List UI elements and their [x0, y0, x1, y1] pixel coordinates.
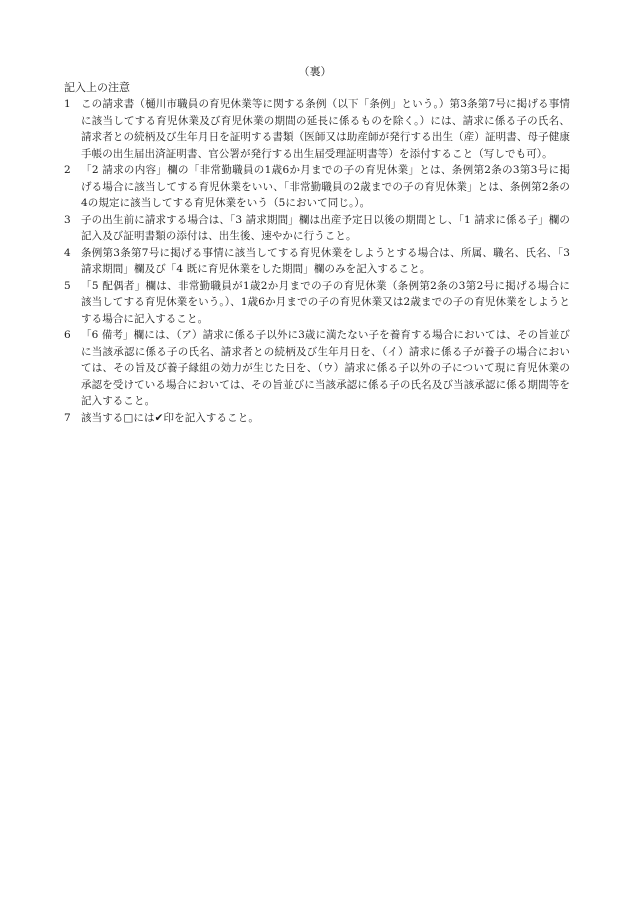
note-text: この請求書（樋川市職員の育児休業等に関する条例（以下「条例」という。）第3条第7号に掲げる事情に該当してする育児休業及び育児休業の期間の延長に係るものを除く。）には、請求に係る子の氏名、請求者との続柄及び生年月日を証明する書類（医師又は助産師が発行する出生（産）証明書、母子健康手帳の出生届出済証明書、官公署が発行する出生届受理証明書等）を添付すること（写しでも可）。: [81, 98, 570, 160]
note-number: 3: [64, 213, 71, 226]
page-side-label: （裏）: [298, 65, 332, 78]
note-text: 子の出生前に請求する場合は、「3 請求期間」欄は出産予定日以後の期間とし、「1 請求に係る子」欄の記入及び証明書類の添付は、出生後、速やかに行うこと。: [81, 213, 570, 242]
note-number: 2: [64, 164, 71, 176]
note-text: 「2 請求の内容」欄の「非常勤職員の1歳6か月までの子の育児休業」とは、条例第2条の3第3号に掲げる場合に該当してする育児休業をいい、「非常勤職員の2歳までの子の育児休業」とは、条例第2条の4の規定に該当してする育児休業をいう（5において同じ。）。: [81, 164, 570, 209]
note-item-4: [64, 245, 570, 278]
note-item-7: [64, 410, 570, 427]
note-number: 1: [64, 98, 71, 110]
note-item-2: [64, 162, 570, 212]
note-number: 6: [64, 329, 71, 341]
note-item-3: [64, 212, 570, 245]
note-item-6: [64, 327, 570, 410]
note-number: 7: [64, 411, 71, 424]
note-number: 4: [64, 246, 71, 259]
notes-heading: 記入上の注意: [64, 81, 130, 94]
notes-list: [64, 96, 570, 426]
note-item-5: [64, 278, 570, 328]
note-text: 該当する□には✔印を記入すること。: [81, 411, 259, 424]
note-text: 条例第3条第7号に掲げる事情に該当してする育児休業をしようとする場合は、所属、職名、氏名、「3 請求期間」欄及び「4 既に育児休業をした期間」欄のみを記入すること。: [81, 246, 570, 275]
note-text: 「5 配偶者」欄は、非常勤職員が1歳2か月までの子の育児休業（条例第2条の3第2号に掲げる場合に該当してする育児休業をいう。）、1歳6か月までの子の育児休業又は2歳までの子の育児休業をしようとする場合に記入すること。: [81, 279, 570, 325]
note-number: 5: [64, 279, 71, 292]
note-item-1: [64, 96, 570, 162]
note-text: 「6 備考」欄には、（ア）請求に係る子以外に3歳に満たない子を養育する場合においては、その旨並びに当該承認に係る子の氏名、請求者との続柄及び生年月日を、（イ）請求に係る子が養子の場合においては、その旨及び養子縁組の効力が生じた日を、（ウ）請求に係る子以外の子について現に育児休業の承認を受けている場合においては、その旨並びに当該承認に係る子の氏名及び当該承認に係る期間等を記入すること。: [81, 329, 570, 407]
